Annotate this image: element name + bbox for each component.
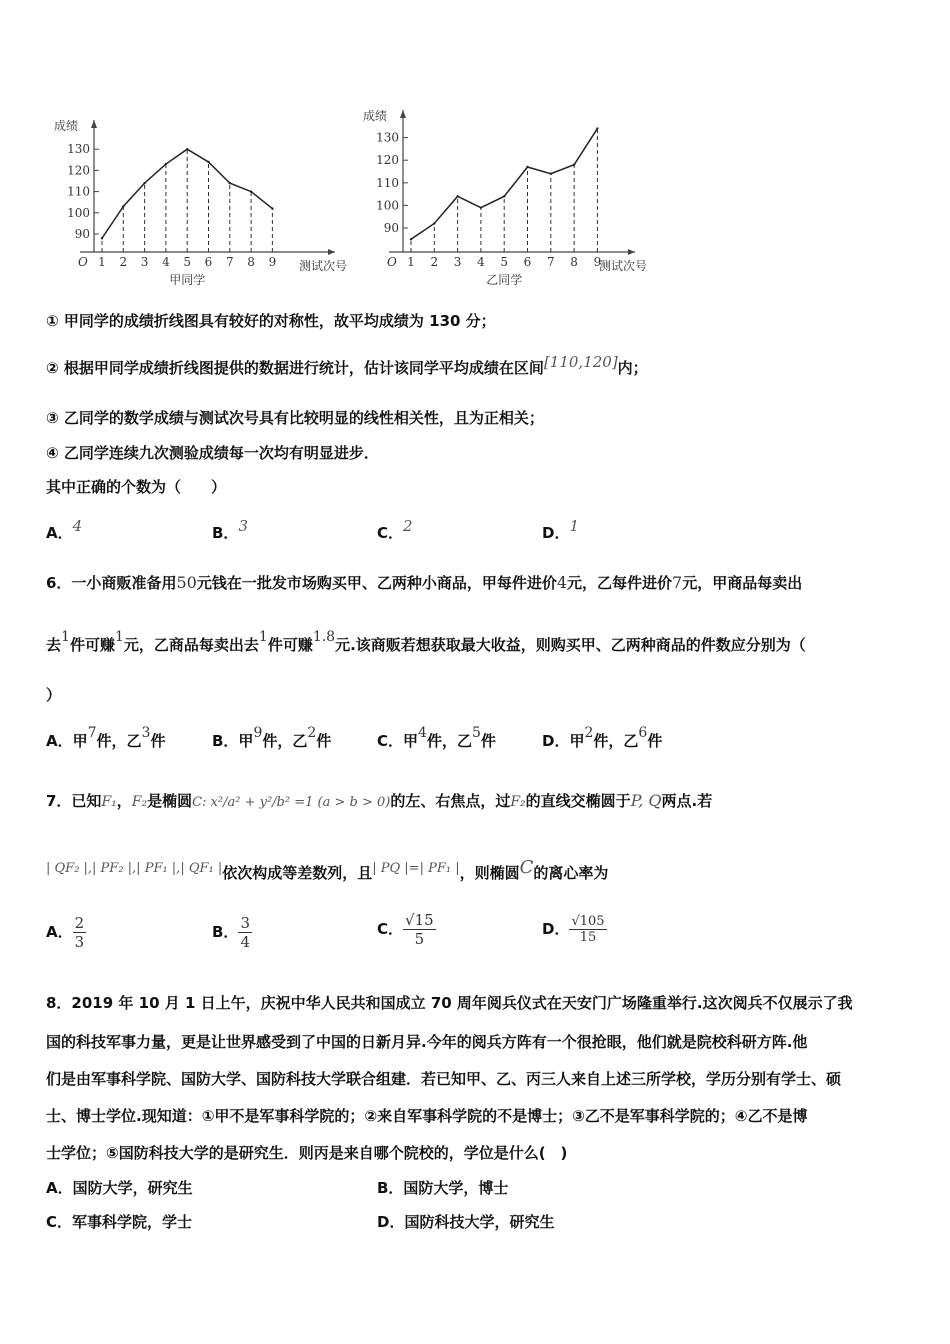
x-axis-label: 测试次号	[599, 259, 648, 273]
q6-option-c-count1: 4	[418, 725, 427, 741]
q7-option-a-num: 2	[74, 914, 85, 932]
q6-text-8: 件可赚	[267, 636, 313, 654]
q6-text-2: 元钱在一批发市场购买甲、乙两种小商品，甲每件进价	[196, 574, 557, 592]
x-tick-label: 9	[593, 255, 602, 269]
q7-f1: F₁	[101, 794, 117, 810]
y-tick-label: 90	[74, 227, 90, 241]
data-point	[143, 182, 145, 184]
x-tick-label: 2	[119, 255, 128, 269]
q7-option-b-num: 3	[240, 914, 250, 932]
q5-option-a[interactable]	[46, 517, 83, 543]
q7-option-a-den: 3	[74, 933, 85, 951]
chart-yi	[345, 100, 675, 293]
q7-ellipse-equation: C: x²/a² + y²/b² =1 (a > b > 0)	[192, 795, 391, 810]
q5-option-b-value: 3	[238, 517, 248, 535]
q7-text-8: 的离心率为	[533, 864, 609, 882]
y-tick-label: 100	[376, 198, 399, 213]
q7-text-2: 是椭圆	[147, 792, 193, 810]
q6-text-4: 元，甲商品每卖出	[682, 574, 803, 592]
q8-line-1: 8．2019 年 10 月 1 日上午，庆祝中华人民共和国成立 70 周年阅兵仪式在天安门广场隆重举行.这次阅兵不仅展示了我	[46, 994, 853, 1012]
q5-prompt: 其中正确的个数为（ ）	[46, 478, 227, 496]
chart-jia	[40, 108, 360, 293]
q5-option-c[interactable]	[377, 517, 413, 543]
data-point	[456, 195, 458, 197]
q7-option-d-num: √105	[571, 914, 605, 929]
q6-option-d-count2: 6	[638, 725, 648, 741]
q7-option-a[interactable]	[46, 914, 86, 951]
data-point	[480, 206, 482, 208]
q5-statement-1: ① 甲同学的成绩折线图具有较好的对称性，故平均成绩为 130 分；	[46, 312, 496, 330]
origin-label: O	[387, 255, 397, 269]
q8-line-5: 士学位；⑤国防科技大学的是研究生．则丙是来自哪个院校的，学位是什么( )	[46, 1144, 568, 1162]
x-tick-label: 6	[523, 255, 532, 269]
q6-price-a: 4	[556, 573, 568, 592]
q6-one-2: 1	[114, 629, 124, 645]
q7-option-d[interactable]	[542, 914, 607, 945]
q7-option-c-den: 5	[403, 929, 436, 948]
y-axis-arrow	[400, 110, 406, 118]
y-tick-label: 120	[376, 153, 399, 168]
data-point	[596, 127, 598, 129]
q7-comma: ，	[116, 792, 132, 810]
q6-option-c-mid: 件，乙	[426, 732, 472, 750]
q7-text-1: 7．已知	[46, 792, 102, 810]
q7-sequence: | QF₂ |,| PF₂ |,| PF₁ |,| QF₁ |	[46, 861, 223, 876]
x-tick-label: 3	[453, 255, 462, 269]
q7-pq: P, Q	[630, 791, 662, 810]
q7-text-6: 依次构成等差数列，且	[222, 864, 373, 882]
q7-option-b-den: 4	[240, 933, 250, 951]
q7-line-1	[46, 790, 712, 811]
q7-option-a-label: A．	[46, 923, 73, 941]
x-axis-label: 测试次号	[299, 259, 348, 273]
data-point	[122, 205, 124, 207]
q6-text-9: 元.该商贩若想获取最大收益，则购买甲、乙两种商品的件数应分别为（	[335, 636, 806, 654]
q6-option-b-count2: 2	[307, 725, 317, 741]
data-point	[410, 238, 412, 240]
origin-label: O	[78, 255, 88, 269]
q5-option-c-label: C．	[377, 524, 404, 542]
q5-option-d-value: 1	[569, 517, 579, 535]
q5-statement-3: ③ 乙同学的数学成绩与测试次号具有比较明显的线性相关性，且为正相关；	[46, 409, 544, 427]
q6-text-6: 件可赚	[69, 636, 115, 654]
q6-text-1: 6．一小商贩准备用	[46, 574, 177, 592]
q7-text-5: 两点.若	[661, 792, 713, 810]
x-tick-label: 7	[225, 255, 234, 269]
y-axis-label: 成绩	[53, 119, 78, 133]
q8-line-4: 士、博士学位.现知道：①甲不是军事科学院的；②来自军事科学院的不是博士；③乙不是军事科学院的；④乙不是博	[46, 1107, 808, 1125]
data-point	[573, 164, 575, 166]
x-axis-arrow	[628, 249, 635, 255]
chart-title: 甲同学	[169, 273, 206, 287]
x-tick-label: 4	[162, 255, 170, 269]
data-point	[550, 173, 552, 175]
q8-option-d[interactable]: D．国防科技大学，研究生	[377, 1213, 555, 1231]
q5-option-d[interactable]	[542, 517, 579, 543]
q6-line-3: ）	[46, 686, 62, 704]
q7-option-d-label: D．	[542, 920, 570, 938]
data-point	[207, 161, 209, 163]
x-tick-label: 1	[98, 255, 106, 269]
q7-option-b-label: B．	[212, 923, 239, 941]
q7-c: C	[519, 857, 534, 878]
q7-option-d-den: 15	[569, 929, 606, 945]
y-tick-label: 120	[67, 163, 90, 178]
q5-option-a-value: 4	[72, 517, 83, 535]
q5-option-a-label: A．	[46, 524, 73, 542]
q5-interval: [110,120]	[543, 353, 618, 371]
q8-option-b[interactable]: B．国防大学，博士	[377, 1179, 509, 1197]
q7-f2: F₂	[131, 794, 148, 810]
q6-one-1: 1	[61, 629, 70, 645]
y-tick-label: 130	[67, 142, 90, 157]
q5-option-b[interactable]	[212, 517, 248, 543]
q8-line-3: 们是由军事科学院、国防大学、国防科技大学联合组建．若已知甲、乙、丙三人来自上述三所学校，学历分别有学士、硕	[46, 1070, 842, 1088]
q6-text-7: 元，乙商品每卖出去	[123, 636, 259, 654]
q6-option-b-mid: 件，乙	[262, 732, 308, 750]
q7-option-c-num: √15	[405, 911, 434, 929]
q6-option-b-label: B．甲	[212, 732, 254, 750]
y-tick-label: 110	[67, 184, 90, 199]
q7-option-c[interactable]	[377, 911, 436, 948]
q6-text-5: 去	[46, 636, 62, 654]
q8-option-a[interactable]: A．国防大学，研究生	[46, 1179, 193, 1197]
q7-option-c-label: C．	[377, 920, 404, 938]
q6-option-b[interactable]	[212, 725, 332, 751]
q6-option-d[interactable]	[542, 725, 663, 751]
q6-option-a[interactable]	[46, 725, 166, 751]
q7-line-2	[46, 857, 609, 883]
q6-text-3: 元，乙每件进价	[567, 574, 673, 592]
q5-option-b-label: B．	[212, 524, 239, 542]
q6-option-a-count1: 7	[87, 725, 97, 741]
x-tick-label: 4	[477, 255, 485, 269]
data-point	[250, 190, 252, 192]
x-tick-label: 3	[140, 255, 149, 269]
x-tick-label: 5	[183, 255, 192, 269]
x-axis-arrow	[328, 249, 335, 255]
q6-option-a-count2: 3	[141, 725, 151, 741]
data-point	[101, 237, 103, 239]
x-tick-label: 8	[570, 255, 578, 269]
data-point	[165, 163, 167, 165]
q6-option-b-count1: 9	[253, 725, 263, 741]
x-tick-label: 7	[546, 255, 555, 269]
q6-option-c[interactable]	[377, 725, 496, 751]
y-axis-label: 成绩	[362, 109, 387, 123]
q7-condition: | PQ |=| PF₁ |	[372, 861, 460, 876]
data-point	[526, 166, 528, 168]
q6-money: 50	[176, 573, 197, 592]
x-tick-label: 6	[204, 255, 213, 269]
q6-line-2	[46, 629, 806, 655]
q5-statement-2-end: 内；	[617, 359, 648, 377]
data-point	[503, 195, 505, 197]
q6-one-3: 1	[258, 629, 268, 645]
q6-option-a-end: 件	[150, 732, 166, 750]
x-tick-label: 9	[268, 255, 277, 269]
q7-f2-b: F₂	[510, 794, 526, 810]
q6-option-d-mid: 件，乙	[593, 732, 639, 750]
chart-title: 乙同学	[486, 273, 523, 287]
x-tick-label: 2	[430, 255, 439, 269]
y-tick-label: 110	[376, 175, 399, 190]
x-tick-label: 1	[407, 255, 415, 269]
q6-option-c-label: C．甲	[377, 732, 419, 750]
data-point	[229, 182, 231, 184]
data-point	[186, 148, 188, 150]
q7-option-b[interactable]	[212, 914, 252, 951]
q6-option-c-end: 件	[480, 732, 496, 750]
q6-option-a-mid: 件，乙	[96, 732, 142, 750]
q6-line-1	[46, 572, 802, 593]
y-tick-label: 130	[376, 130, 399, 145]
y-axis-arrow	[91, 120, 97, 128]
q7-text-4: 的直线交椭圆于	[525, 792, 631, 810]
q5-option-d-label: D．	[542, 524, 570, 542]
q5-statement-2-text: ② 根据甲同学成绩折线图提供的数据进行统计，估计该同学平均成绩在区间	[46, 359, 544, 377]
x-tick-label: 8	[247, 255, 255, 269]
q7-text-7: ，则椭圆	[459, 864, 520, 882]
q6-option-d-label: D．甲	[542, 732, 585, 750]
q6-option-d-count1: 2	[584, 725, 594, 741]
x-tick-label: 5	[500, 255, 509, 269]
q8-option-c[interactable]: C．军事科学院，学士	[46, 1213, 193, 1231]
q5-option-c-value: 2	[403, 517, 413, 535]
data-point	[271, 207, 273, 209]
y-tick-label: 100	[67, 205, 90, 220]
q6-option-c-count2: 5	[471, 725, 481, 741]
q6-option-d-end: 件	[647, 732, 663, 750]
q8-line-2: 国的科技军事力量，更是让世界感受到了中国的日新月异.今年的阅兵方阵有一个很抢眼，他们就是院校科研方阵.他	[46, 1033, 808, 1051]
q5-statement-2	[46, 353, 648, 378]
q6-price-b: 7	[672, 573, 683, 592]
q6-option-a-label: A．甲	[46, 732, 88, 750]
q6-profit: 1.8	[312, 629, 336, 645]
q6-option-b-end: 件	[316, 732, 332, 750]
data-point	[433, 222, 435, 224]
q7-text-3: 的左、右焦点，过	[390, 792, 511, 810]
y-tick-label: 90	[383, 221, 399, 235]
q5-statement-4: ④ 乙同学连续九次测验成绩每一次均有明显进步．	[46, 444, 379, 462]
